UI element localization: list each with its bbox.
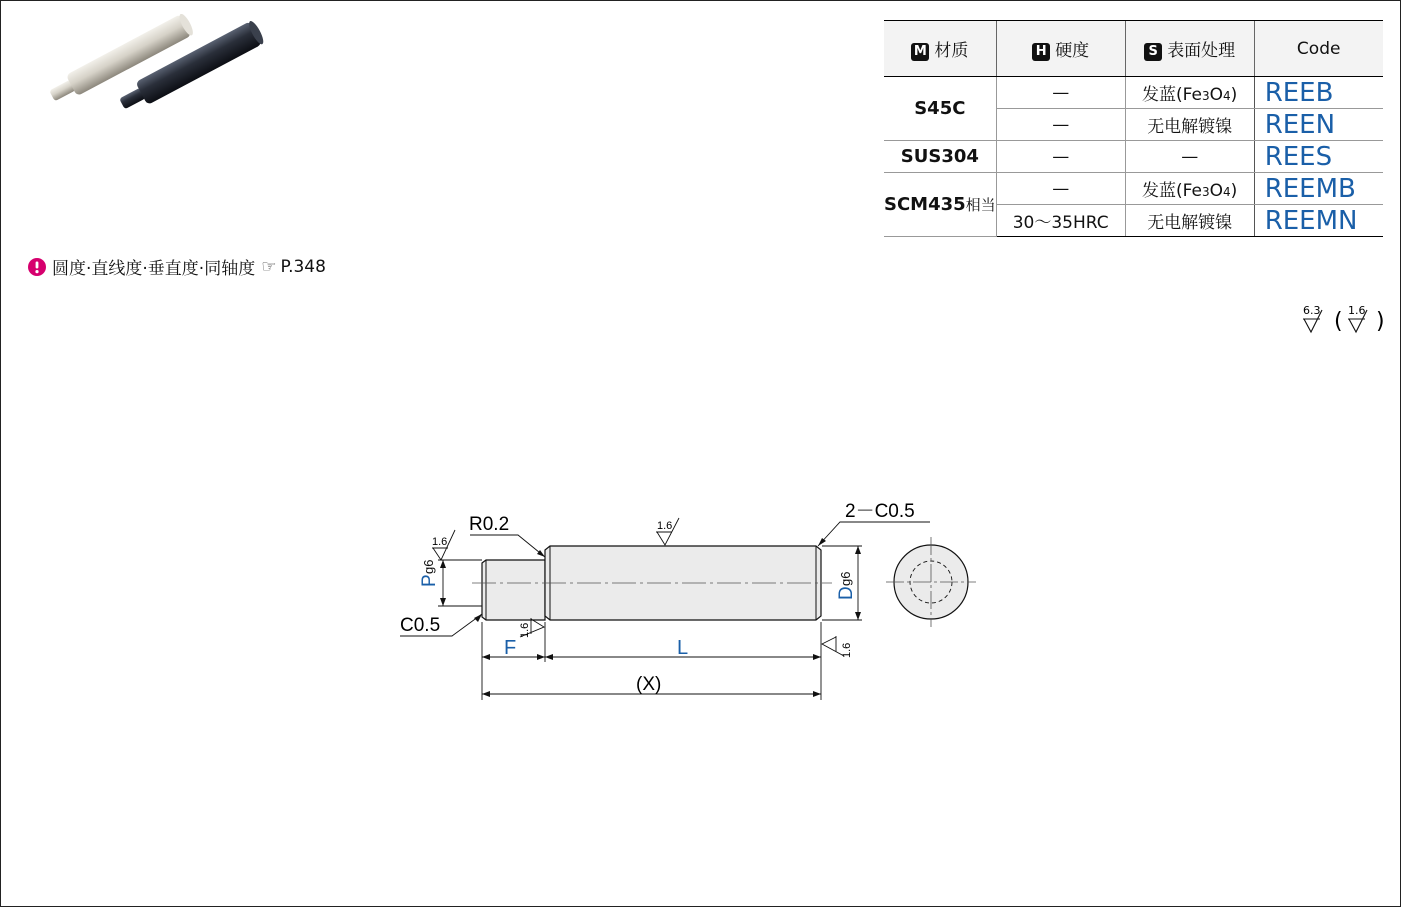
svg-text:1.6: 1.6 — [657, 520, 673, 532]
svg-text:1.6: 1.6 — [841, 642, 853, 658]
svg-text:(X): (X) — [636, 674, 662, 695]
svg-text:R0.2: R0.2 — [469, 514, 510, 535]
surface-cell: 发蓝(Fe3O4) — [1125, 173, 1254, 205]
table-row — [884, 77, 1383, 109]
svg-text:g6: g6 — [838, 571, 853, 586]
roughness-symbol-general — [1296, 300, 1388, 338]
surface-cell: 无电解镀镍 — [1125, 205, 1254, 237]
hardness-cell: — — [996, 173, 1125, 205]
header-material: M 材质 — [884, 21, 996, 77]
note-page-ref[interactable]: P.348 — [280, 256, 326, 277]
svg-text:F: F — [504, 637, 517, 659]
material-s45c: S45C — [884, 77, 996, 141]
svg-text:): ) — [1376, 309, 1385, 334]
surface-cell: — — [1125, 141, 1254, 173]
code-cell: REEMB — [1254, 173, 1383, 205]
svg-text:L: L — [677, 637, 689, 659]
end-view — [886, 537, 976, 627]
spec-table — [884, 20, 1383, 237]
table-row — [884, 173, 1383, 205]
surface-cell: 无电解镀镍 — [1125, 109, 1254, 141]
hardness-cell: — — [996, 109, 1125, 141]
svg-text:P: P — [419, 574, 440, 587]
svg-text:1.6: 1.6 — [519, 622, 531, 638]
hardness-cell: 30～35HRC — [996, 205, 1125, 237]
svg-text:C0.5: C0.5 — [400, 615, 441, 636]
svg-text:1.6: 1.6 — [432, 536, 448, 548]
note-text: 圆度·直线度·垂直度·同轴度 — [52, 259, 256, 279]
code-cell: REEN — [1254, 109, 1383, 141]
header-surface: S 表面处理 — [1125, 21, 1254, 77]
svg-text:D: D — [836, 586, 857, 600]
hardness-cell: — — [996, 141, 1125, 173]
tolerance-note — [28, 254, 326, 279]
svg-text:1.6: 1.6 — [1348, 304, 1366, 317]
silver-pin — [46, 14, 195, 107]
svg-text:g6: g6 — [421, 559, 436, 574]
material-sus304: SUS304 — [884, 141, 996, 173]
svg-text:(: ( — [1334, 309, 1343, 334]
svg-text:2－C0.5: 2－C0.5 — [845, 501, 915, 522]
hardness-cell: — — [996, 77, 1125, 109]
pilot-section — [482, 560, 545, 620]
header-hardness: H 硬度 — [996, 21, 1125, 77]
technical-drawing — [390, 490, 1000, 710]
pointing-hand-icon: ☞ — [261, 256, 277, 277]
code-cell: REES — [1254, 141, 1383, 173]
product-photo — [24, 14, 264, 119]
surface-cell: 发蓝(Fe3O4) — [1125, 77, 1254, 109]
table-row — [884, 141, 1383, 173]
code-cell: REEMN — [1254, 205, 1383, 237]
alert-icon — [28, 258, 46, 276]
code-cell: REEB — [1254, 77, 1383, 109]
header-code: Code — [1254, 21, 1383, 77]
svg-text:6.3: 6.3 — [1303, 304, 1321, 317]
material-scm435: SCM435相当 — [884, 173, 996, 237]
